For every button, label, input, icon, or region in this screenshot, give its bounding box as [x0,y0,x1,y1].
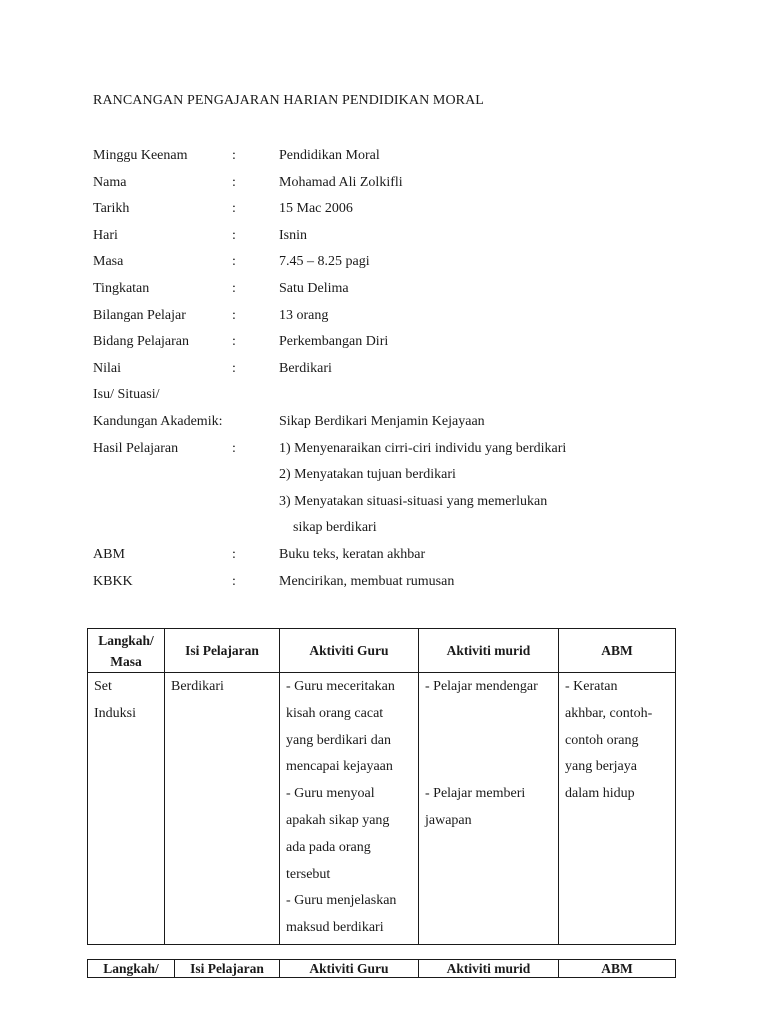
field-value: 1) Menyenaraikan cirri-ciri individu yang berdikari [279,440,567,456]
field-label: Isu/ Situasi/ [93,387,160,403]
document-title: RANCANGAN PENGAJARAN HARIAN PENDIDIKAN MORAL [93,93,484,108]
field-value: 13 orang [279,307,329,323]
cell-line: apakah sikap yang [286,812,390,828]
field-value: Buku teks, keratan akhbar [279,546,426,562]
field-row [93,226,713,253]
field-row [93,173,713,200]
cell-line: - Keratan [565,679,618,694]
cell-line: - Pelajar mendengar [425,679,538,694]
field-label: Nilai [93,360,121,376]
cell-content [165,673,280,945]
cell-line: Induksi [94,705,136,721]
field-row [93,439,713,466]
header-content: Isi Pelajaran [175,960,280,978]
table-header-row [88,629,676,673]
field-row [93,359,713,386]
header-content: Isi Pelajaran [165,629,280,673]
cell-line: ada pada orang [286,839,371,855]
cell-student [419,673,559,945]
field-row [93,412,713,439]
field-row [93,279,713,306]
cell-line: mencapai kejayaan [286,759,393,775]
field-label: KBKK [93,573,133,589]
field-colon: : [232,174,236,190]
field-label: Bilangan Pelajar [93,307,186,323]
header-step [88,629,165,673]
field-colon: : [232,227,236,243]
field-colon: : [232,440,236,456]
field-row [93,465,713,492]
field-value: sikap berdikari [293,520,377,536]
field-label: Tarikh [93,201,130,217]
field-colon: : [232,334,236,350]
field-label: Hari [93,227,118,243]
field-row [93,252,713,279]
field-label: Hasil Pelajaran [93,440,179,456]
cell-teacher [280,673,419,945]
field-value: Pendidikan Moral [279,148,380,163]
field-row [93,545,713,572]
header-abm: ABM [559,960,676,978]
lesson-table [87,628,676,945]
field-value: 15 Mac 2006 [279,201,353,217]
field-row [93,492,713,519]
cell-line: yang berjaya [565,759,637,775]
field-row [93,385,713,412]
field-label: Tingkatan [93,280,150,296]
table-header-row [88,960,676,978]
header-step: Langkah/ [88,960,175,978]
field-row [93,518,713,545]
field-label: Minggu Keenam [93,148,188,163]
field-value: Mohamad Ali Zolkifli [279,174,403,190]
cell-line: yang berdikari dan [286,732,391,748]
field-label: Bidang Pelajaran [93,334,190,350]
field-colon: : [232,573,236,589]
field-value: 7.45 – 8.25 pagi [279,254,370,270]
field-row [93,332,713,359]
field-row [93,572,713,599]
field-colon: : [232,254,236,270]
field-colon: : [232,307,236,323]
cell-line: tersebut [286,866,331,882]
cell-line: kisah orang cacat [286,705,384,721]
header-teacher: Aktiviti Guru [280,960,419,978]
field-colon: : [232,360,236,376]
cell-line: Berdikari [171,679,224,694]
field-colon: : [232,201,236,217]
cell-line: - Guru menjelaskan [286,893,397,909]
header-student: Aktiviti murid [419,960,559,978]
lesson-table-continued [87,959,676,978]
cell-line: contoh orang [565,732,639,748]
field-value: Perkembangan Diri [279,334,389,350]
field-label: Masa [93,254,124,270]
table-row [88,673,676,945]
field-label: Kandungan Akademik: [93,413,223,429]
field-colon: : [232,148,236,163]
cell-abm [559,673,676,945]
header-step-line: Masa [110,653,142,669]
field-row [93,146,713,173]
field-label: Nama [93,174,127,190]
field-value: Isnin [279,227,307,243]
header-step-line: Langkah/ [98,632,154,648]
field-colon: : [232,546,236,562]
cell-step [88,673,165,945]
cell-line: maksud berdikari [286,920,384,936]
field-value: 2) Menyatakan tujuan berdikari [279,467,456,483]
header-abm: ABM [559,629,676,673]
field-value: Sikap Berdikari Menjamin Kejayaan [279,413,485,429]
header-student: Aktiviti murid [419,629,559,673]
field-value: 3) Menyatakan situasi-situasi yang memerlukan [279,493,548,509]
cell-line: Set [94,679,112,694]
cell-line: - Guru menyoal [286,786,375,802]
field-row [93,306,713,333]
cell-line: - Guru meceritakan [286,679,395,694]
cell-line: akhbar, contoh- [565,705,653,721]
field-value: Satu Delima [279,280,349,296]
cell-line: jawapan [425,812,472,828]
field-label: ABM [93,546,125,562]
field-value: Mencirikan, membuat rumusan [279,573,455,589]
cell-line: - Pelajar memberi [425,786,526,802]
field-row [93,199,713,226]
header-teacher: Aktiviti Guru [280,629,419,673]
field-value: Berdikari [279,360,332,376]
cell-line: dalam hidup [565,786,635,802]
info-fields [93,146,713,598]
field-colon: : [232,280,236,296]
